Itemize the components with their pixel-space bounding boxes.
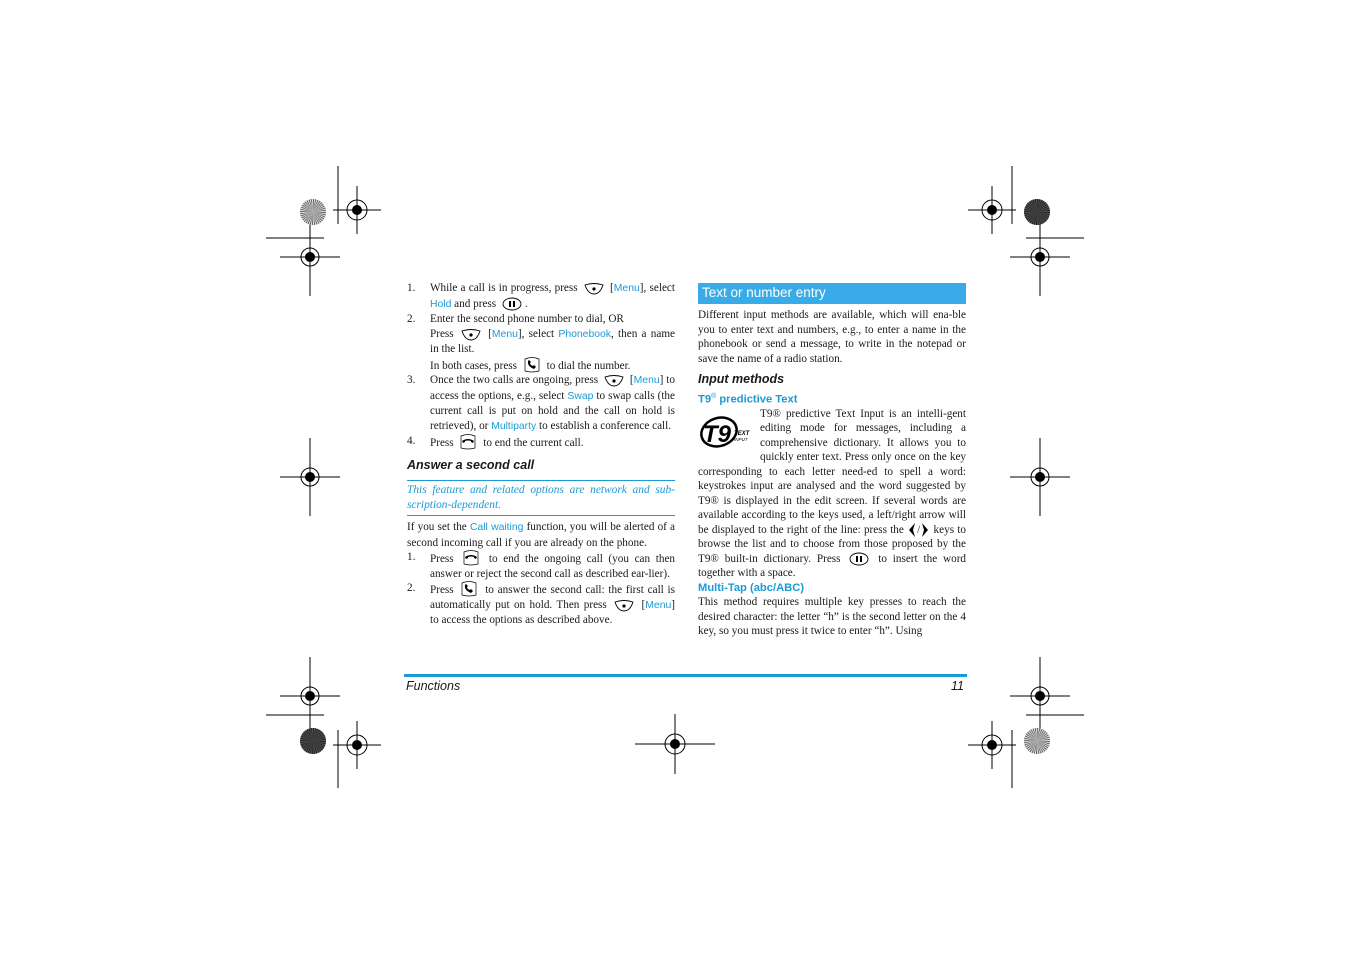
registration-mark-icon bbox=[280, 438, 340, 518]
svg-text:TEXT: TEXT bbox=[734, 430, 750, 437]
starburst-icon bbox=[299, 198, 327, 226]
list-item: 2. Enter the second phone number to dial, OR Press [Menu], select Phonebook, then a name in the list. In both cases, press to dial the number. bbox=[407, 313, 676, 372]
t9-heading: T9® predictive Text bbox=[698, 392, 798, 406]
list-item: 1. Press to end the ongoing call (you can then answer or reject the second call as described ear-lier). bbox=[407, 551, 676, 580]
hangup-key-icon bbox=[462, 550, 480, 566]
phonebook-option: Phonebook bbox=[558, 328, 611, 340]
svg-text:T9: T9 bbox=[703, 420, 732, 448]
right-column bbox=[698, 283, 966, 639]
section-title-bar: Text or number entry bbox=[698, 283, 966, 304]
registration-mark-icon bbox=[1010, 218, 1070, 298]
menu-key-icon bbox=[584, 282, 604, 295]
network-note: This feature and related options are network and sub-scription-dependent. bbox=[407, 480, 675, 516]
input-methods-heading: Input methods bbox=[698, 372, 785, 386]
pause-key-icon bbox=[849, 552, 869, 566]
call-waiting-paragraph: If you set the Call waiting function, you will be alerted of a second incoming call if you are already on the phone. bbox=[407, 521, 676, 549]
left-column bbox=[407, 281, 675, 628]
t9-logo bbox=[698, 410, 756, 456]
menu-key-icon bbox=[461, 328, 481, 341]
menu-option: Menu bbox=[491, 328, 518, 340]
list-item: 1. While a call is in progress, press [Menu], select Hold and press . bbox=[407, 282, 675, 310]
answer-second-call-heading: Answer a second call bbox=[407, 457, 535, 472]
pause-key-icon bbox=[502, 297, 522, 311]
registration-mark-icon bbox=[635, 714, 715, 774]
registration-mark-icon bbox=[280, 657, 340, 737]
list-item: 3. Once the two calls are ongoing, press [Menu] to access the options, e.g., select Swap to swap calls (the current call is put on hold and the call on hold is retrieved), or Multiparty to establish a conference call. bbox=[407, 374, 675, 432]
menu-key-icon bbox=[614, 599, 634, 612]
right-arrow-key-icon bbox=[921, 523, 929, 537]
t9-paragraph: T9® predictive Text Input is an intelli-gent editing mode for messages, including a comprehensive dictionary. It allows you to quickly enter text. Press only once on the key corresponding to each letter need-ed to spell a word: keystrokes input are analysed and the word suggested by T9® is displayed in the edit screen. If several words are available according to the keys used, a left/right arrow will be displayed to the right of the line: press the / keys to browse the list and to choose from those proposed by the T9® built-in dictionary. Press to insert the word together with a space. bbox=[698, 407, 967, 580]
list-item: 2. Press to answer the second call: the first call is automatically put on hold. Then press [Menu] to access the options as described above. bbox=[407, 582, 676, 626]
left-arrow-key-icon bbox=[908, 523, 916, 537]
multiparty-option: Multiparty bbox=[491, 420, 537, 432]
call-waiting-option: Call waiting bbox=[469, 522, 524, 533]
registration-mark-icon bbox=[1010, 438, 1070, 518]
menu-key-icon bbox=[604, 374, 624, 387]
footer-section-name: Functions bbox=[406, 679, 461, 693]
menu-option: Menu bbox=[645, 599, 672, 611]
registration-mark-icon bbox=[333, 186, 381, 234]
starburst-icon bbox=[299, 727, 327, 755]
swap-option: Swap bbox=[567, 390, 594, 402]
footer-rule bbox=[404, 674, 967, 677]
menu-option: Menu bbox=[613, 283, 640, 294]
registration-mark-icon bbox=[968, 721, 1016, 769]
starburst-icon bbox=[1023, 198, 1051, 226]
menu-option: Menu bbox=[633, 375, 660, 386]
call-key-icon bbox=[523, 357, 541, 373]
multitap-paragraph: This method requires multiple key presses to reach the desired character: the letter “h” is the second letter on the 4 key, so you must press it twice to enter “h”. Using bbox=[698, 596, 966, 638]
hold-option: Hold bbox=[430, 298, 452, 310]
registration-mark-icon bbox=[280, 218, 340, 298]
multitap-heading: Multi-Tap (abc/ABC) bbox=[698, 581, 805, 594]
list-item: 4. Press to end the current call. bbox=[407, 435, 584, 449]
registration-mark-icon bbox=[968, 186, 1016, 234]
registration-mark-icon bbox=[333, 721, 381, 769]
svg-text:INPUT: INPUT bbox=[734, 436, 748, 442]
intro-paragraph: Different input methods are available, which will ena-ble you to enter text and numbers, e.g., to enter a name in the phonebook or send a message, to write in the notepad or save the name of a radio station. bbox=[698, 309, 966, 365]
t9-logo-graphic bbox=[698, 410, 756, 456]
hangup-key-icon bbox=[459, 434, 477, 450]
page-number: 11 bbox=[951, 679, 964, 693]
registration-mark-icon bbox=[1010, 657, 1070, 737]
call-key-icon bbox=[460, 581, 478, 597]
starburst-icon bbox=[1023, 727, 1051, 755]
